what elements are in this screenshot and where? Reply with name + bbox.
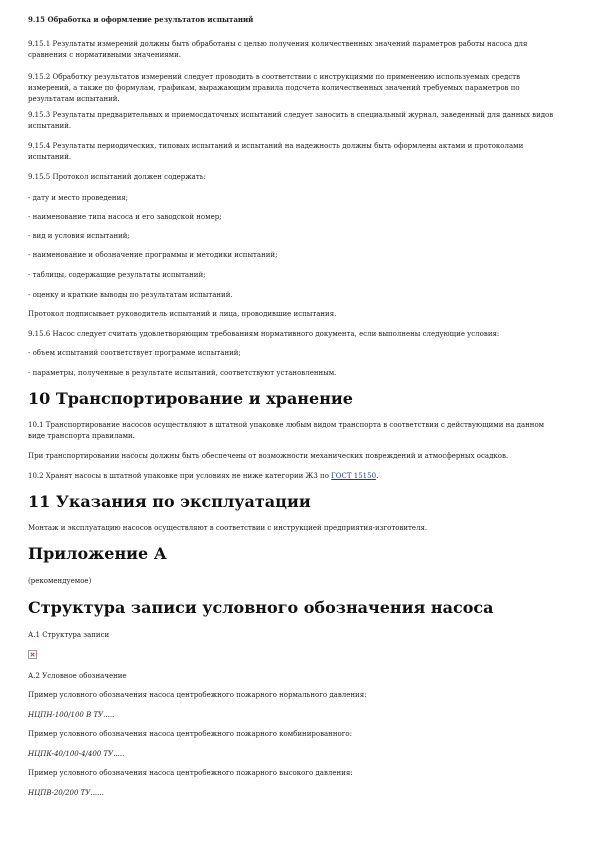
- example-value: НЦПК-40/100-4/400 ТУ.....: [28, 750, 125, 758]
- paragraph-9154: 9.15.4 Результаты периодических, типовых испытаний и испытаний на надежность должны быть оформлены актами и протоколами испытаний.: [28, 142, 524, 161]
- example-label: Пример условного обозначения насоса центробежного пожарного высокого давления:: [28, 769, 353, 777]
- appendix-note: (рекомендуемое): [28, 577, 92, 585]
- paragraph-9155: 9.15.5 Протокол испытаний должен содержать:: [28, 173, 206, 181]
- example-value: НЦПН-100/100 В ТУ.....: [28, 711, 115, 719]
- paragraph-9152: 9.15.2 Обработку результатов измерений следует проводить в соответствии с инструкциями по применению используемых средств измерений, а также по формулам, графикам, выражающим правила подсчета количественных значений требуемых параметров по результатам испытаний.: [28, 73, 521, 103]
- paragraph-101: 10.1 Транспортирование насосов осуществляют в штатной упаковке любым видом транспорта в соответствии с действующими на данном виде транспорта правилами.: [28, 421, 545, 440]
- section-915-heading: 9.15 Обработка и оформление результатов испытаний: [28, 15, 254, 24]
- paragraph-transport: При транспортировании насосы должны быть обеспечены от возможности механических повреждений и атмосферных осадков.: [28, 452, 509, 460]
- paragraph-9153: 9.15.3 Результаты предварительных и приемосдаточных испытаний следует заносить в специальный журнал, заведенный для данных видов испытаний.: [28, 111, 554, 130]
- example-label: Пример условного обозначения насоса центробежного пожарного комбинированного:: [28, 730, 352, 738]
- paragraph-operation: Монтаж и эксплуатацию насосов осуществляют в соответствии с инструкцией предприятия-изготовителя.: [28, 524, 428, 532]
- example-value: НЦПВ-20/200 ТУ......: [28, 789, 104, 797]
- condition-item: - объем испытаний соответствует программе испытаний;: [28, 349, 241, 357]
- appendix-a2: А.2 Условное обозначение: [28, 672, 127, 680]
- condition-item: - параметры, полученные в результате испытаний, соответствуют установленным.: [28, 369, 337, 377]
- paragraph-signature: Протокол подписывает руководитель испытаний и лица, проводившие испытания.: [28, 310, 337, 318]
- appendix-title: Приложение А: [28, 544, 167, 563]
- paragraph-9156: 9.15.6 Насос следует считать удовлетворяющим требованиям нормативного документа, если выполнены следующие условия:: [28, 330, 500, 338]
- paragraph-9151: 9.15.1 Результаты измерений должны быть обработаны с целью получения количественных значений параметров работы насоса для сравнения с нормативными значениями.: [28, 40, 528, 59]
- paragraph-102-end: .: [376, 472, 379, 480]
- paragraph-102: [28, 471, 558, 482]
- list-item: - наименование типа насоса и его заводской номер;: [28, 213, 222, 221]
- paragraph-102-text: 10.2 Хранят насосы в штатной упаковке при условиях не ниже категории Ж3 по: [28, 472, 332, 480]
- list-item: - дату и место проведения;: [28, 194, 129, 202]
- section-10-title: 10 Транспортирование и хранение: [28, 389, 353, 408]
- list-item: - наименование и обозначение программы и методики испытаний;: [28, 251, 278, 259]
- appendix-subtitle: Структура записи условного обозначения насоса: [28, 598, 494, 617]
- appendix-a1: А.1 Структура записи: [28, 631, 110, 639]
- list-item: - вид и условия испытаний;: [28, 232, 130, 240]
- broken-image-icon: [28, 650, 37, 659]
- gost-15150-link[interactable]: ГОСТ 15150: [331, 472, 377, 480]
- section-11-title: 11 Указания по эксплуатации: [28, 492, 311, 511]
- list-item: - оценку и краткие выводы по результатам испытаний.: [28, 291, 233, 299]
- example-label: Пример условного обозначения насоса центробежного пожарного нормального давления:: [28, 691, 367, 699]
- list-item: - таблицы, содержащие результаты испытаний;: [28, 271, 206, 279]
